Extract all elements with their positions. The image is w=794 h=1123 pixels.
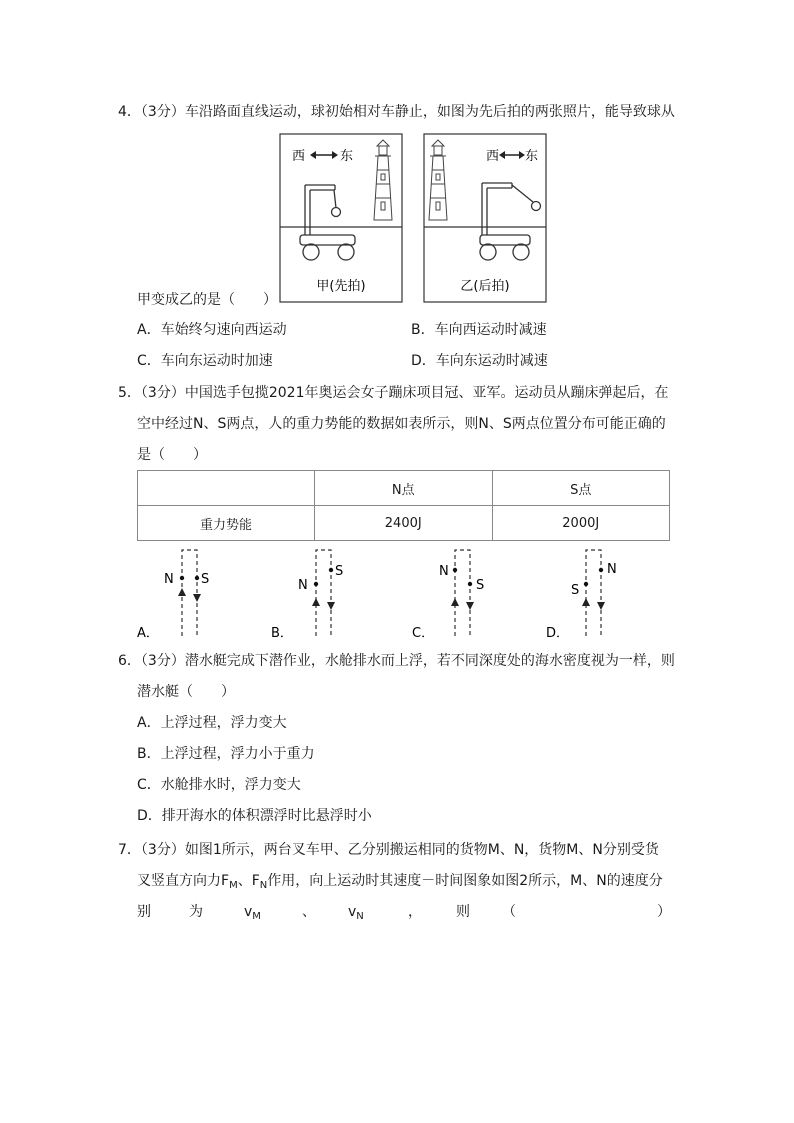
- q5-score: （3分）: [140, 385, 185, 401]
- q4-score: （3分）: [140, 104, 185, 120]
- table-value-n: 2400J: [315, 506, 493, 541]
- q5-line2: 空中经过N、S两点，人的重力势能的数据如表所示，则N、S两点位置分布可能正确的: [137, 416, 666, 432]
- q4-figure: [275, 132, 550, 304]
- table-header-row: [138, 471, 670, 506]
- q5-option-a-letter: A．: [137, 626, 159, 641]
- q5-option-c-diagram[interactable]: [412, 550, 484, 641]
- q4-fig1-west: 西: [292, 149, 306, 164]
- q6-number: 6．: [118, 653, 141, 669]
- q4-stem-end: 甲变成乙的是（ ）: [137, 292, 277, 308]
- point-label-s: S: [335, 564, 344, 579]
- q7-score: （3分）: [140, 842, 185, 858]
- q7-number: 7．: [118, 842, 141, 858]
- point-label-s: S: [201, 572, 210, 587]
- q6-score: （3分）: [140, 653, 185, 669]
- q4-option-a[interactable]: A．车始终匀速向西运动: [137, 322, 287, 338]
- q4-photo-jia: [280, 134, 402, 302]
- q5-options-diagrams: [137, 544, 657, 644]
- q4-fig1-east: 东: [340, 149, 354, 164]
- q5-line1-text: 中国选手包揽2021年奥运会女子蹦床项目冠、亚军。运动员从蹦床弹起后，在: [184, 385, 669, 401]
- q5-line1: [118, 383, 668, 403]
- table-row-label: 重力势能: [138, 506, 315, 541]
- q6-option-d[interactable]: D．排开海水的体积漂浮时比悬浮时小: [137, 808, 372, 824]
- q4-fig2-caption: 乙(后拍): [460, 279, 510, 294]
- point-label-s: S: [571, 583, 580, 598]
- point-label-s: S: [476, 578, 485, 593]
- table-header-blank: [138, 471, 315, 506]
- table-row: [138, 506, 670, 541]
- q4-number: 4．: [118, 104, 141, 120]
- q7-line1-text: 如图1所示，两台叉车甲、乙分别搬运相同的货物M、N，货物M、N分别受货: [184, 842, 659, 858]
- q5-option-a-diagram[interactable]: [137, 550, 209, 641]
- q4-fig2-east: 东: [525, 149, 539, 164]
- q5-energy-table: [137, 470, 670, 541]
- table-header-n: N点: [315, 471, 493, 506]
- q6-line1-text: 潜水艇完成下潜作业，水舱排水而上浮，若不同深度处的海水密度视为一样，则: [184, 653, 675, 669]
- q7-line2: 叉竖直方向力$F_M$、$F_N$作用，向上运动时其速度－时间图象如图2所示，M、N的速度分: [137, 873, 663, 891]
- q4-fig1-caption: 甲(先拍): [316, 279, 366, 294]
- q4-fig2-west: 西: [486, 149, 500, 164]
- q5-option-c-letter: C．: [412, 626, 435, 641]
- q6-option-a[interactable]: A．上浮过程，浮力变大: [137, 715, 287, 731]
- q5-option-b-letter: B．: [271, 626, 293, 641]
- q7-line3: 别 为 $v_M$ 、 $v_N$ ， 则 （ ）: [137, 904, 671, 922]
- q4-option-d[interactable]: D．车向东运动时减速: [411, 353, 548, 369]
- q5-option-d-diagram[interactable]: [546, 550, 617, 641]
- point-label-n: N: [164, 572, 174, 587]
- q4-stem: [118, 102, 675, 122]
- q5-line3: 是（ ）: [137, 447, 207, 463]
- q5-number: 5．: [118, 385, 141, 401]
- q7-line1: [118, 840, 659, 860]
- q6-line2: 潜水艇（ ）: [137, 684, 235, 700]
- table-value-s: 2000J: [492, 506, 670, 541]
- q4-option-b[interactable]: B．车向西运动时减速: [411, 322, 547, 338]
- q6-option-b[interactable]: B．上浮过程，浮力小于重力: [137, 746, 315, 762]
- q6-option-c[interactable]: C．水舱排水时，浮力变大: [137, 777, 301, 793]
- point-label-n: N: [607, 562, 617, 577]
- q4-stem-text: 车沿路面直线运动，球初始相对车静止，如图为先后拍的两张照片，能导致球从: [184, 104, 675, 120]
- q6-line1: [118, 651, 675, 671]
- point-label-n: N: [298, 578, 308, 593]
- q4-option-c[interactable]: C．车向东运动时加速: [137, 353, 273, 369]
- q5-option-b-diagram[interactable]: [271, 550, 343, 641]
- q5-option-d-letter: D．: [546, 626, 570, 641]
- q4-photo-yi: [424, 134, 546, 302]
- table-header-s: S点: [492, 471, 670, 506]
- point-label-n: N: [439, 564, 449, 579]
